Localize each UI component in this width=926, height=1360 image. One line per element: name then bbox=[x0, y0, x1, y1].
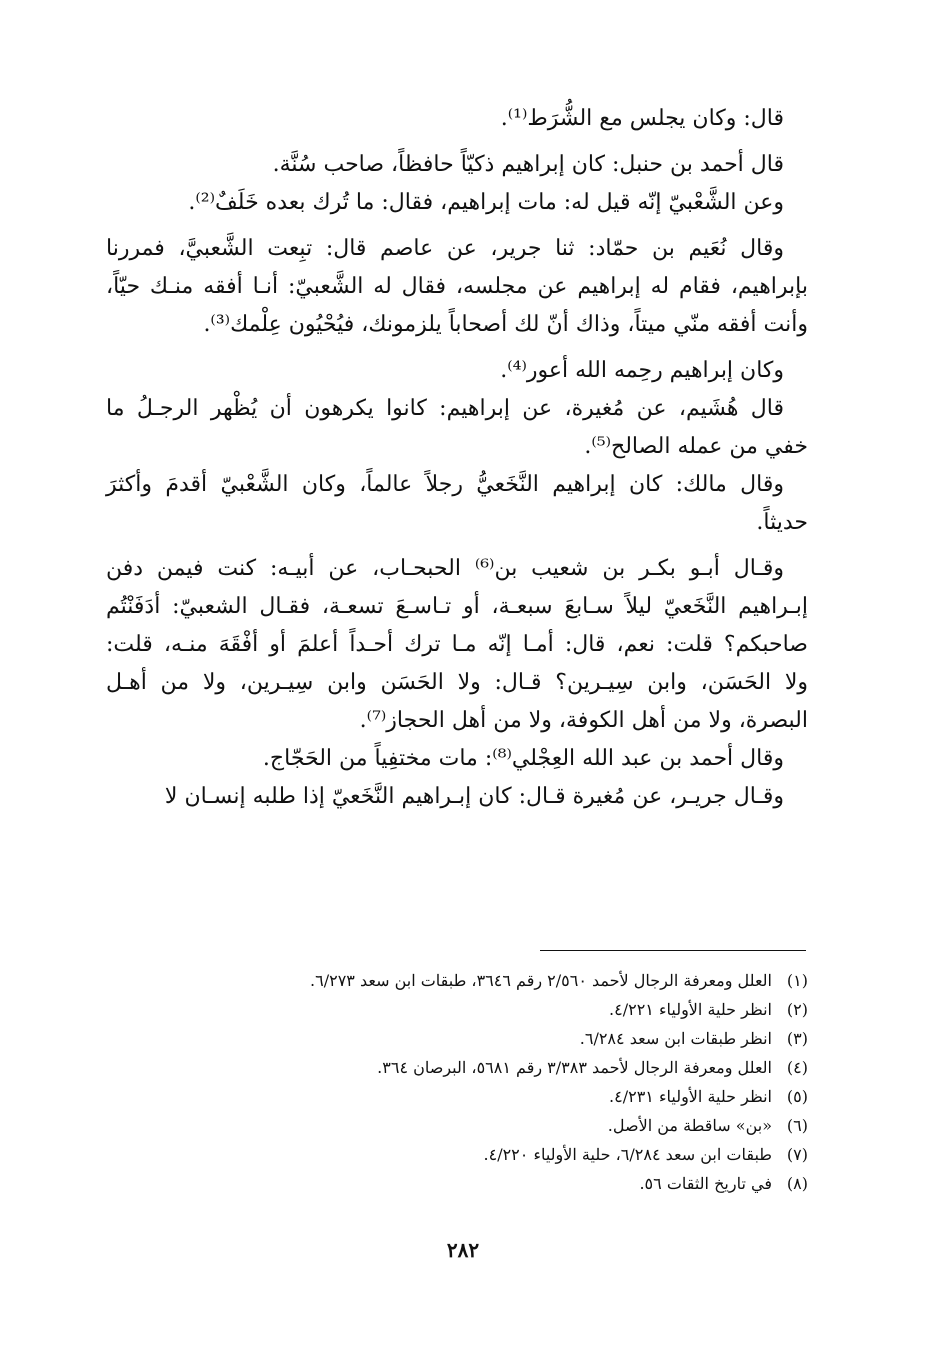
footnote-text: انظر طبقات ابن سعد ٦/٢٨٤. bbox=[579, 1029, 772, 1048]
text-line: خفي من عمله الصالح⁽⁵⁾. bbox=[584, 434, 808, 459]
footnote-text: طبقات ابن سعد ٦/٢٨٤، حلية الأولياء ٤/٢٢٠. bbox=[483, 1145, 772, 1164]
paragraph bbox=[106, 184, 808, 222]
footnote-number: (٧) bbox=[786, 1145, 808, 1164]
text-line: قال: وكان يجلس مع الشُّرَط⁽¹⁾. bbox=[500, 106, 784, 131]
text-line: وقـال جريـر، عن مُغيرة قـال: كان إبـراهيم النَّخَعيّ إذا طلبه إنسـان لا bbox=[164, 784, 784, 809]
footnote bbox=[106, 995, 808, 1024]
footnote-number: (٢) bbox=[786, 1000, 808, 1019]
text-line: قال هُشَيم، عن مُغيرة، عن إبراهيم: كانوا يكرهون أن يُظْهر الرجـلُ ما bbox=[106, 396, 784, 421]
paragraph bbox=[106, 100, 808, 138]
footnote bbox=[106, 1053, 808, 1082]
footnote-number: (٣) bbox=[786, 1029, 808, 1048]
text-line: بإبراهيم، فقام له إبراهيم عن مجلسه، فقال له الشَّعبيّ: أنـا أفقه منـك حيّاً، bbox=[106, 274, 808, 299]
footnote-number: (١) bbox=[786, 971, 808, 990]
footnote-text: «بن» ساقطة من الأصل. bbox=[607, 1116, 772, 1135]
footnote-number: (٨) bbox=[786, 1174, 808, 1193]
footnote bbox=[106, 1024, 808, 1053]
text-line: البصرة، ولا من أهل الكوفة، ولا من أهل الحجاز⁽⁷⁾. bbox=[359, 708, 808, 733]
footnote-text: العلل ومعرفة الرجال لأحمد ٢/٥٦٠ رقم ٣٦٤٦، طبقات ابن سعد ٦/٢٧٣. bbox=[310, 971, 772, 990]
paragraph bbox=[106, 550, 808, 740]
footnote bbox=[106, 1140, 808, 1169]
paragraph bbox=[106, 352, 808, 390]
paragraph bbox=[106, 466, 808, 542]
footnote bbox=[106, 1169, 808, 1198]
paragraph bbox=[106, 390, 808, 466]
text-line: إبـراهيم النَّخَعيّ ليلاً سـابعَ سبعـة، أو تـاسـعَ تسعـة، فقـال الشعبيّ: أدَفَنْتُم bbox=[106, 594, 808, 619]
footnotes-list bbox=[106, 966, 808, 1198]
footnote-number: (٦) bbox=[786, 1116, 808, 1135]
footnote-text: في تاريخ الثقات ٥٦. bbox=[639, 1174, 772, 1193]
text-line: ولا الحَسَن، وابن سِيـرين؟ قـال: ولا الحَسَن وابن سِيـرين، ولا من أهـل bbox=[106, 670, 808, 695]
paragraph bbox=[106, 146, 808, 184]
footnote-number: (٤) bbox=[786, 1058, 808, 1077]
footnote-text: العلل ومعرفة الرجال لأحمد ٣/٣٨٣ رقم ٥٦٨١، البرصان ٣٦٤. bbox=[377, 1058, 772, 1077]
footnote bbox=[106, 1082, 808, 1111]
main-text bbox=[106, 100, 808, 816]
text-line: صاحبكم؟ قلت: نعم، قال: أمـا إنّه مـا ترك أحـداً أعلمَ أو أفْقَهَ منـه، قلت: bbox=[106, 632, 808, 657]
page-number: ٢٨٢ bbox=[446, 1238, 480, 1262]
text-line: وقـال أبـو بكـر بن شعيب بن⁽⁶⁾ الحبحـاب، عن أبيـه: كنت فيمن دفن bbox=[106, 556, 784, 581]
text-line: وعن الشَّعْبيّ إنّه قيل له: مات إبراهيم، فقال: ما تُرك بعده خَلَفٌ⁽²⁾. bbox=[188, 190, 784, 215]
text-line: وقال نُعَيم بن حمّاد: ثنا جرير، عن عاصم قال: تبِعت الشَّعبيَّ، فمررنا bbox=[106, 236, 784, 261]
footnote-number: (٥) bbox=[786, 1087, 808, 1106]
footnote-text: انظر حلية الأولياء ٤/٢٣١. bbox=[609, 1087, 772, 1106]
footnote-text: انظر حلية الأولياء ٤/٢٢١. bbox=[609, 1000, 772, 1019]
text-line: وأنت أفقه منّي ميتاً، وذاك أنّ لك أصحاباً يلزمونك، فيُحْيُون عِلْمك⁽³⁾. bbox=[203, 312, 808, 337]
text-line: وكان إبراهيم رحِمه الله أعور⁽⁴⁾. bbox=[500, 358, 784, 383]
text-line: قال أحمد بن حنبل: كان إبراهيم ذكيّاً حافظاً، صاحب سُنَّة. bbox=[272, 152, 784, 177]
footnote-divider bbox=[540, 950, 806, 951]
footnote bbox=[106, 1111, 808, 1140]
text-line: وقال أحمد بن عبد الله العِجْلي⁽⁸⁾: مات مختفِياً من الحَجّاج. bbox=[262, 746, 784, 771]
text-line: حديثاً. bbox=[756, 510, 808, 535]
paragraph bbox=[106, 740, 808, 778]
paragraph bbox=[106, 230, 808, 344]
paragraph bbox=[106, 778, 808, 816]
footnote bbox=[106, 966, 808, 995]
text-line: وقال مالك: كان إبراهيم النَّخَعيُّ رجلاً عالماً، وكان الشَّعْبيّ أقدمَ وأكثرَ bbox=[106, 472, 784, 497]
